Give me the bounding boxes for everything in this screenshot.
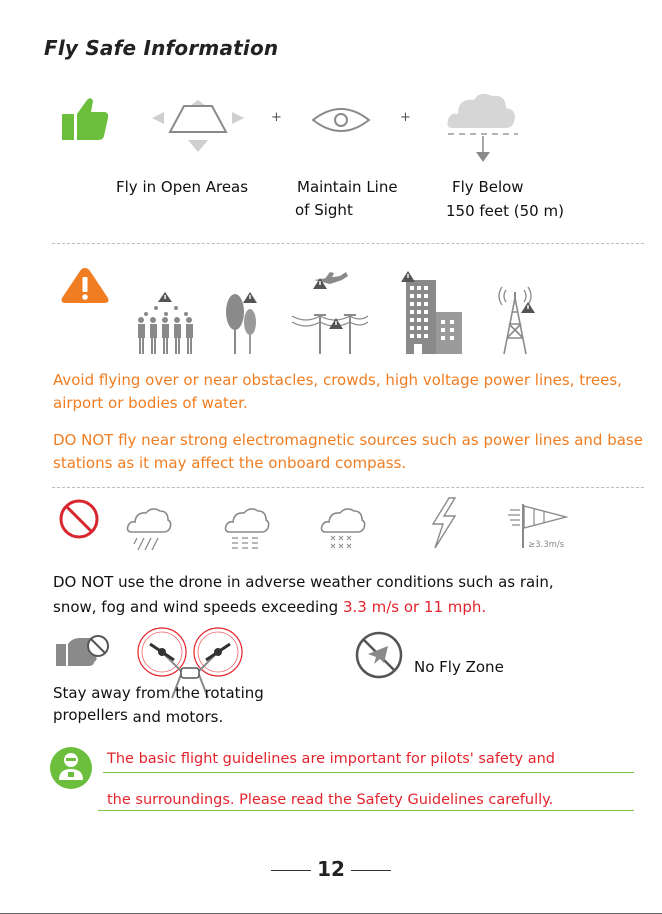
propellers-caption-2-word: propellers (53, 706, 128, 724)
weather-line-2-text: snow, fog and wind speeds exceeding (53, 598, 339, 616)
plus-sign: + (400, 110, 411, 125)
weather-line-2 (53, 596, 653, 619)
buildings-icon (400, 270, 466, 356)
page-number-rule-right (351, 870, 391, 871)
page-number-text: 12 (317, 857, 345, 881)
pilot-icon (49, 746, 93, 790)
propellers-caption-2-rest: and motors. (132, 708, 224, 726)
caption-fly-below-1: Fly Below (452, 178, 524, 196)
prohibited-icon (58, 498, 100, 540)
warning-icon (60, 266, 110, 304)
weather-line-1: DO NOT use the drone in adverse weather conditions such as rain, (53, 573, 554, 591)
note-underline-1 (103, 772, 634, 773)
plus-sign: + (271, 110, 282, 125)
trees-icon (222, 290, 260, 356)
page-number-rule-left (271, 870, 311, 871)
no-fly-zone-label: No Fly Zone (414, 658, 504, 676)
obstacles-paragraph: Avoid flying over or near obstacles, crowds, high voltage power lines, trees, airport or bodies of water. (53, 371, 622, 412)
propellers-caption-2 (53, 706, 223, 724)
caption-line-of-sight-2: of Sight (295, 201, 353, 219)
base-station-tower-icon (494, 284, 544, 356)
page-number (0, 857, 662, 881)
eye-icon (311, 104, 371, 136)
page-title: Fly Safe Information (44, 36, 279, 60)
wind-speed-label: ≥3.3m/s (528, 540, 565, 550)
thumbs-up-icon (60, 96, 110, 142)
no-fly-zone-icon (354, 630, 404, 680)
divider (52, 487, 644, 488)
hand-prohibited-icon (54, 632, 112, 668)
lightning-icon (425, 496, 459, 550)
note-line-1: The basic flight guidelines are important for pilots' safety and (107, 751, 555, 767)
wind-sock-icon (508, 502, 570, 550)
caption-open-areas: Fly in Open Areas (116, 178, 249, 196)
note-underline-2 (98, 810, 634, 811)
power-lines-airplane-icon (290, 270, 370, 356)
cloud-altitude-icon (446, 88, 520, 164)
divider (52, 243, 644, 244)
propellers-caption-1: Stay away from the rotating (53, 684, 264, 702)
electromagnetic-paragraph: DO NOT fly near strong electromagnetic sources such as power lines and base stations as it may affect the onboard compass. (53, 431, 643, 472)
fog-cloud-icon (224, 506, 270, 550)
wind-speed-limit: 3.3 m/s or 11 mph. (342, 598, 487, 616)
rain-cloud-icon (126, 506, 172, 550)
snow-cloud-icon (320, 506, 366, 550)
caption-line-of-sight-1: Maintain Line (297, 178, 398, 196)
crowd-icon (136, 290, 196, 356)
open-area-icon (150, 98, 246, 152)
note-line-2: the surroundings. Please read the Safety Guidelines carefully. (107, 792, 554, 808)
caption-fly-below-2: 150 feet (50 m) (446, 202, 564, 220)
